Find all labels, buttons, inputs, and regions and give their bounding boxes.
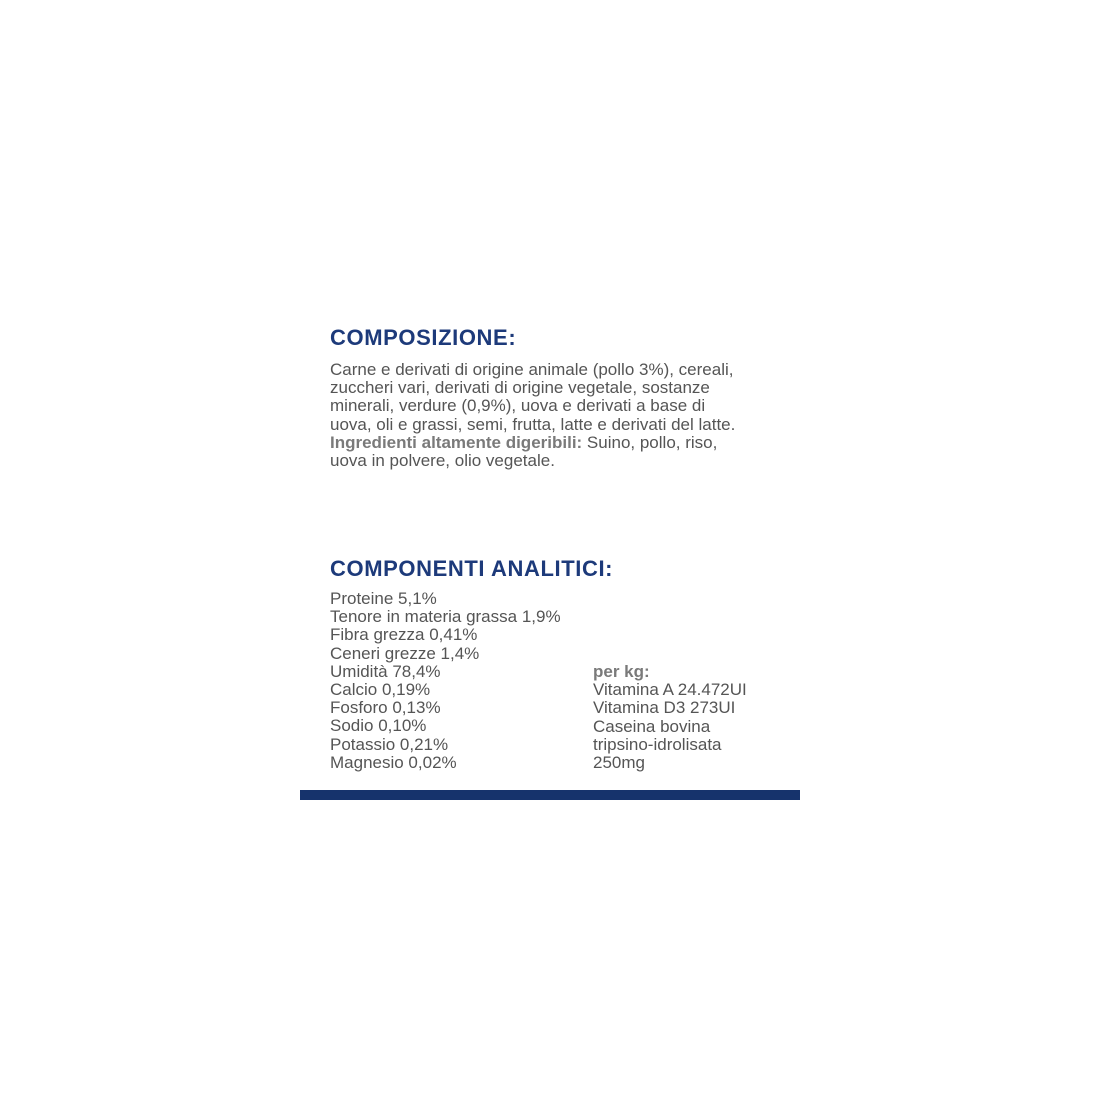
analytic-item: Tenore in materia grassa 1,9% [330,607,561,627]
per-kg-list [593,663,747,772]
per-kg-item: tripsino-idrolisata [593,734,722,754]
composition-line: uova, oli e grassi, semi, frutta, latte e derivati del latte. [330,414,736,434]
composition-text [330,361,735,470]
composition-line: minerali, verdure (0,9%), uova e derivati a base di [330,396,706,416]
highly-digestible-ingredients: Suino, pollo, riso, [582,432,718,452]
analytics-heading: COMPONENTI ANALITICI: [330,556,614,581]
analytic-item: Fibra grezza 0,41% [330,625,478,645]
per-kg-item: 250mg [593,753,645,773]
composition-line: Carne e derivati di origine animale (pollo 3%), cereali, [330,360,734,379]
composition-highlight-line [330,434,735,452]
highly-digestible-label: Ingredienti altamente digeribili: [330,432,583,452]
per-kg-label: per kg: [593,662,650,681]
per-kg-item: Vitamina A 24.472UI [593,680,747,700]
composition-heading: COMPOSIZIONE: [330,325,517,350]
analytic-item: Umidità 78,4% [330,661,441,681]
analytic-item: Sodio 0,10% [330,716,427,736]
composition-line: zuccheri vari, derivati di origine vegetale, sostanze [330,378,710,398]
bottom-divider-bar [300,790,800,800]
analytic-item: Potassio 0,21% [330,734,449,754]
analytics-list [330,590,561,772]
per-kg-item: Caseina bovina [593,716,711,736]
analytic-item: Magnesio 0,02% [330,752,457,772]
analytic-item: Calcio 0,19% [330,680,431,700]
per-kg-item: Vitamina D3 273UI [593,698,736,718]
analytic-item: Fosforo 0,13% [330,698,441,718]
analytic-item: Ceneri grezze 1,4% [330,643,480,663]
composition-line: uova in polvere, olio vegetale. [330,451,555,471]
analytic-item: Proteine 5,1% [330,589,437,608]
